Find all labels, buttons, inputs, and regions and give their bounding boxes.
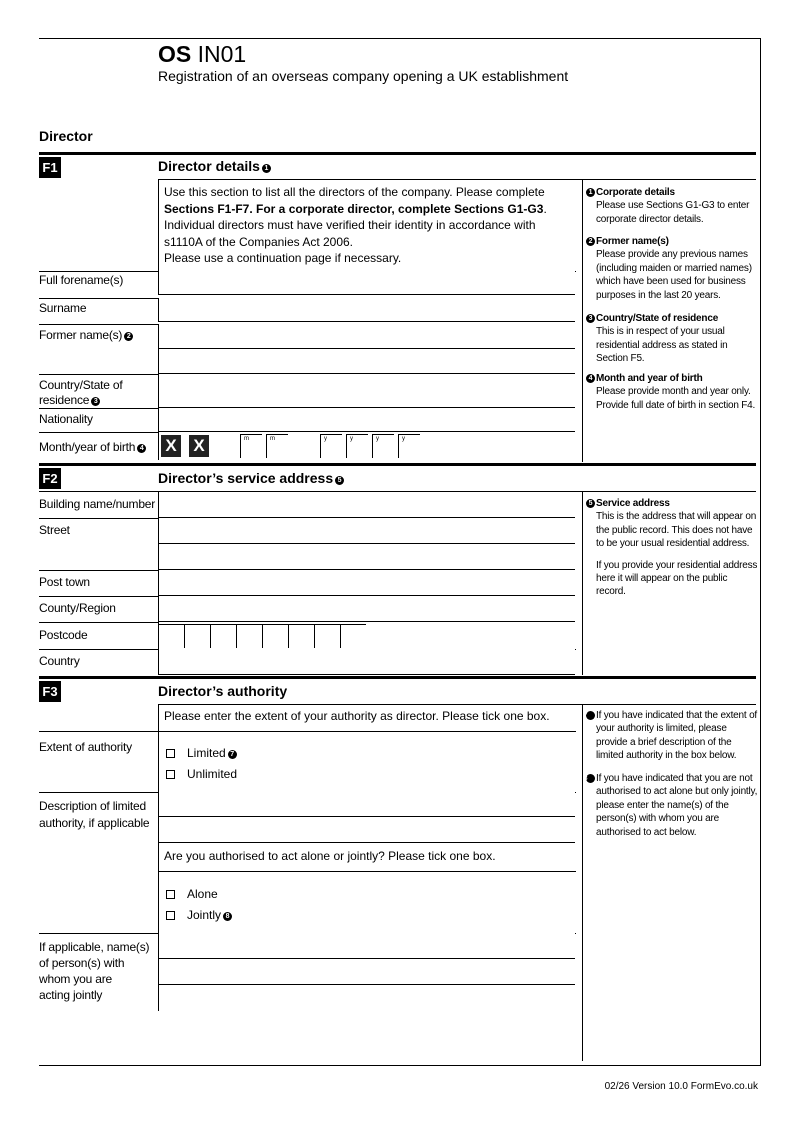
note-7	[583, 709, 758, 763]
section-heading: Director	[39, 128, 93, 144]
f3-intro1-left	[158, 705, 159, 732]
f1-intro-bold: Sections F1-F7. For a corporate director, complete Sections G1-G3	[164, 201, 544, 216]
note-1-num: 1	[586, 188, 595, 197]
f2-badge: F2	[39, 468, 61, 489]
f3-intro2: Are you authorised to act alone or jointly? Please tick one box.	[164, 849, 496, 863]
postcode-box-8[interactable]	[340, 624, 366, 648]
f1-intro-line1: Use this section to list all the directors of the company. Please complete	[164, 185, 545, 199]
form-code-suffix: IN01	[197, 41, 247, 67]
street-input-1[interactable]	[158, 518, 575, 544]
names-input-3[interactable]	[158, 985, 575, 1011]
desc-input-2[interactable]	[158, 817, 575, 843]
postcode-box-2[interactable]	[184, 624, 210, 648]
f1-top-rule	[39, 152, 756, 155]
f3-intro2-rule	[158, 871, 576, 872]
street-input-2[interactable]	[158, 544, 575, 570]
f1-title-rule	[158, 179, 756, 180]
note-8-body: If you have indicated that you are not authorised to act alone but only jointly, please enter the name(s) of the person(s) with whom you are authorised to act below.	[596, 773, 758, 838]
dob-year-1[interactable]: y	[320, 434, 342, 458]
desc-label	[39, 799, 149, 831]
extent-left	[158, 732, 159, 792]
note-4-heading	[586, 372, 758, 385]
alone-option[interactable]	[166, 887, 218, 902]
row-rule	[39, 324, 158, 325]
country2-input[interactable]	[158, 649, 575, 675]
jointly-checkbox[interactable]	[166, 911, 175, 920]
dob-month-1[interactable]: m	[240, 434, 262, 458]
note-4-num: 4	[586, 374, 595, 383]
desc-label-line2: authority, if applicable	[39, 816, 150, 830]
row-rule	[39, 298, 158, 299]
limited-option[interactable]	[166, 746, 237, 761]
row-rule	[39, 374, 158, 375]
note-2-num: 2	[586, 237, 595, 246]
postcode-end-rule	[340, 624, 365, 625]
note-4-heading-text: Month and year of birth	[596, 373, 703, 384]
country-label	[39, 378, 123, 408]
form-code-prefix: OS	[158, 41, 192, 67]
row-rule	[39, 432, 158, 433]
f2-top-rule	[39, 463, 756, 466]
f1-intro-line3: Individual directors must have verified their identity in accordance with	[164, 218, 536, 232]
town-label: Post town	[39, 575, 90, 589]
f3-badge: F3	[39, 681, 61, 702]
note-7-marker: 7	[228, 750, 237, 759]
dob-day-blocked-2: X	[189, 435, 209, 457]
nationality-label: Nationality	[39, 412, 93, 426]
note-5-num: 5	[586, 499, 595, 508]
note-3-heading	[586, 312, 758, 325]
note-8-num: 8	[586, 774, 595, 783]
postcode-box-6[interactable]	[288, 624, 314, 648]
note-2-body: Please provide any previous names (including maiden or married names) which have been used for business purposes in the last 20 years.	[596, 249, 752, 301]
dob-month-2[interactable]: m	[266, 434, 288, 458]
note-3-heading-text: Country/State of residence	[596, 313, 719, 324]
note-5-marker: 5	[335, 476, 344, 485]
former-names-input-2[interactable]	[158, 349, 575, 374]
postcode-box-7[interactable]	[314, 624, 340, 648]
note-2-marker: 2	[124, 332, 133, 341]
f1-title	[158, 158, 271, 174]
footer-version: 02/26 Version 10.0 FormEvo.co.uk	[604, 1081, 758, 1092]
f1-intro	[164, 184, 564, 267]
f3-intro1: Please enter the extent of your authority as director. Please tick one box.	[164, 709, 550, 723]
note-7-num: 7	[586, 711, 595, 720]
note-5-heading-text: Service address	[596, 498, 670, 509]
note-3-body: This is in respect of your usual residential address as stated in Section F5.	[596, 326, 728, 365]
dob-year-3[interactable]: y	[372, 434, 394, 458]
form-code	[158, 40, 246, 68]
bottom-rule	[39, 1065, 761, 1066]
unlimited-option[interactable]	[166, 767, 237, 782]
note-5-body2: If you provide your residential address here it will appear on the public record.	[596, 559, 758, 598]
alone-label: Alone	[187, 887, 218, 901]
f1-badge: F1	[39, 157, 61, 178]
f3-title-rule	[158, 704, 756, 705]
county-label: County/Region	[39, 601, 116, 615]
note-7-text	[583, 709, 758, 763]
f1-intro-left	[158, 180, 159, 271]
county-input[interactable]	[158, 596, 575, 622]
forenames-input[interactable]	[158, 271, 575, 295]
postcode-label: Postcode	[39, 628, 88, 642]
former-names-label-text: Former name(s)	[39, 328, 123, 342]
note-2-heading	[586, 235, 758, 248]
f2-title-text: Director’s service address	[158, 470, 334, 486]
alone-checkbox[interactable]	[166, 890, 175, 899]
f2-notes-divider	[582, 492, 583, 675]
surname-input[interactable]	[158, 298, 575, 322]
names-label-line4: acting jointly	[39, 988, 103, 1002]
note-1	[586, 186, 758, 226]
f1-intro-period: .	[543, 201, 547, 216]
right-border	[760, 38, 761, 1066]
names-label	[39, 940, 149, 1003]
note-2-heading-text: Former name(s)	[596, 236, 669, 247]
limited-checkbox[interactable]	[166, 749, 175, 758]
note-4	[586, 372, 758, 412]
f1-intro-line5: Please use a continuation page if necessary.	[164, 251, 402, 265]
surname-label: Surname	[39, 301, 87, 315]
postcode-box-3[interactable]	[210, 624, 236, 648]
f3-intro2-left	[158, 843, 159, 933]
former-names-label	[39, 328, 133, 343]
f1-notes-divider	[582, 180, 583, 462]
f2-title	[158, 470, 344, 486]
note-5	[586, 497, 758, 599]
names-input-1[interactable]	[158, 933, 575, 959]
note-8-text	[583, 772, 758, 839]
names-label-line1: If applicable, name(s)	[39, 940, 150, 954]
dob-year-4[interactable]: y	[398, 434, 420, 458]
row-rule	[39, 731, 576, 732]
row-rule	[39, 622, 158, 623]
note-3-marker: 3	[91, 397, 100, 406]
note-5-heading	[586, 497, 758, 510]
note-1-marker: 1	[262, 164, 271, 173]
f1-intro-line2	[164, 201, 564, 218]
row-rule	[39, 408, 158, 409]
country-label-line2-text: residence	[39, 393, 90, 407]
country-label-line2	[39, 393, 123, 408]
note-4-marker: 4	[137, 444, 146, 453]
f3-notes-divider	[582, 705, 583, 1061]
street-label: Street	[39, 523, 70, 537]
country-input[interactable]	[158, 374, 575, 408]
f3-top-rule	[39, 676, 756, 679]
names-label-line3: whom you are	[39, 972, 112, 986]
top-rule	[39, 38, 761, 39]
names-label-line2: of person(s) with	[39, 956, 125, 970]
unlimited-label: Unlimited	[187, 767, 238, 781]
note-3	[586, 312, 758, 366]
dob-label	[39, 440, 146, 455]
dob-year-2[interactable]: y	[346, 434, 368, 458]
jointly-option[interactable]	[166, 908, 232, 923]
f3-title: Director’s authority	[158, 683, 288, 699]
extent-label: Extent of authority	[39, 740, 132, 754]
note-3-num: 3	[586, 314, 595, 323]
form-subtitle: Registration of an overseas company opening a UK establishment	[158, 68, 569, 84]
jointly-label: Jointly	[187, 908, 222, 922]
note-1-heading-text: Corporate details	[596, 187, 675, 198]
desc-input-1[interactable]	[158, 792, 575, 817]
note-5-body: This is the address that will appear on the public record. This does not have to be your usual residential address.	[596, 511, 757, 550]
note-8	[583, 772, 758, 839]
town-input[interactable]	[158, 570, 575, 596]
limited-label: Limited	[187, 746, 226, 760]
note-2	[586, 235, 758, 302]
dob-day-blocked-1: X	[161, 435, 181, 457]
unlimited-checkbox[interactable]	[166, 770, 175, 779]
building-label: Building name/number	[39, 497, 156, 511]
note-4-body: Please provide month and year only. Provide full date of birth in section F4.	[596, 386, 756, 411]
row-rule	[39, 596, 158, 597]
desc-label-line1: Description of limited	[39, 799, 146, 813]
names-input-2[interactable]	[158, 959, 575, 985]
postcode-box-1[interactable]	[158, 624, 184, 648]
row-rule	[39, 570, 158, 571]
postcode-box-4[interactable]	[236, 624, 262, 648]
country-label-line1: Country/State of	[39, 378, 123, 392]
note-8-marker: 8	[223, 912, 232, 921]
row-rule	[39, 518, 158, 519]
note-1-body: Please use Sections G1-G3 to enter corporate director details.	[596, 200, 750, 225]
building-input[interactable]	[158, 492, 575, 518]
dob-left	[158, 432, 159, 460]
f1-intro-line4: s1110A of the Companies Act 2006.	[164, 234, 354, 249]
nationality-input[interactable]	[158, 408, 575, 432]
former-names-input-1[interactable]	[158, 324, 575, 349]
forenames-label: Full forename(s)	[39, 273, 124, 287]
postcode-box-5[interactable]	[262, 624, 288, 648]
note-7-body: If you have indicated that the extent of your authority is limited, please provide a brief description of the limited authority in the box below.	[596, 710, 758, 762]
note-1-heading	[586, 186, 758, 199]
dob-label-text: Month/year of birth	[39, 440, 136, 454]
country2-label: Country	[39, 654, 80, 668]
f1-title-text: Director details	[158, 158, 260, 174]
